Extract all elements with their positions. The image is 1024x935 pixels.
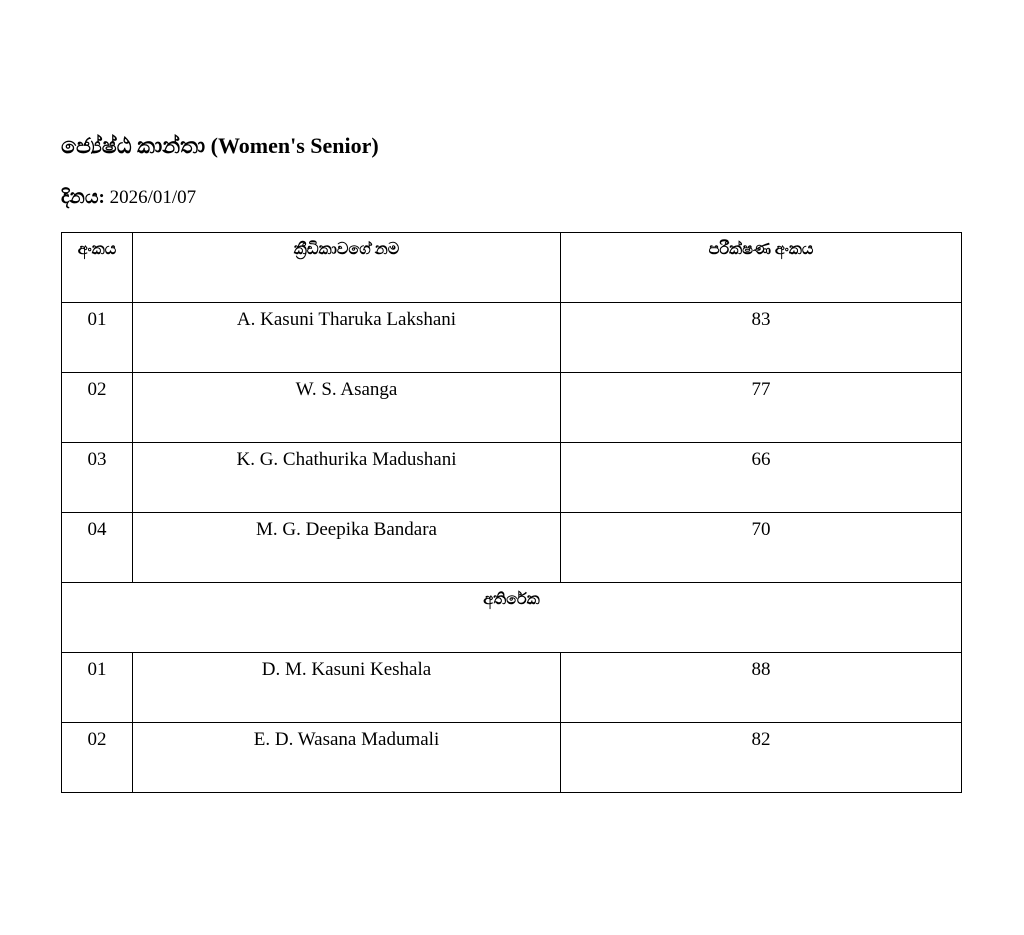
header-number: අංකය bbox=[62, 233, 133, 303]
row-score: 83 bbox=[561, 303, 962, 373]
table-row bbox=[62, 373, 962, 443]
table-header-row bbox=[62, 233, 962, 303]
row-name: M. G. Deepika Bandara bbox=[133, 513, 561, 583]
row-score: 88 bbox=[561, 653, 962, 723]
row-name: E. D. Wasana Madumali bbox=[133, 723, 561, 793]
row-name: D. M. Kasuni Keshala bbox=[133, 653, 561, 723]
table-row bbox=[62, 723, 962, 793]
row-number: 03 bbox=[62, 443, 133, 513]
row-number: 01 bbox=[62, 653, 133, 723]
extra-section-label: අතිරේක bbox=[62, 583, 962, 653]
row-name: K. G. Chathurika Madushani bbox=[133, 443, 561, 513]
results-table bbox=[61, 232, 962, 793]
date-value: 2026/01/07 bbox=[109, 187, 197, 208]
header-name: ක්‍රීඩිකාවගේ නම bbox=[133, 233, 561, 303]
table-row bbox=[62, 443, 962, 513]
row-number: 04 bbox=[62, 513, 133, 583]
table-row bbox=[62, 513, 962, 583]
row-score: 82 bbox=[561, 723, 962, 793]
row-number: 02 bbox=[62, 373, 133, 443]
date-label: දිනය: bbox=[61, 187, 105, 208]
row-number: 02 bbox=[62, 723, 133, 793]
table-row bbox=[62, 653, 962, 723]
row-score: 70 bbox=[561, 513, 962, 583]
row-number: 01 bbox=[62, 303, 133, 373]
row-name: A. Kasuni Tharuka Lakshani bbox=[133, 303, 561, 373]
page-title: ජ්‍යේෂ්ඨ කාන්තා (Women's Senior) bbox=[61, 133, 379, 158]
row-name: W. S. Asanga bbox=[133, 373, 561, 443]
header-score: පරීක්ෂණ අංකය bbox=[561, 233, 962, 303]
section-row bbox=[62, 583, 962, 653]
row-score: 66 bbox=[561, 443, 962, 513]
table-row bbox=[62, 303, 962, 373]
row-score: 77 bbox=[561, 373, 962, 443]
date-line bbox=[61, 187, 196, 209]
